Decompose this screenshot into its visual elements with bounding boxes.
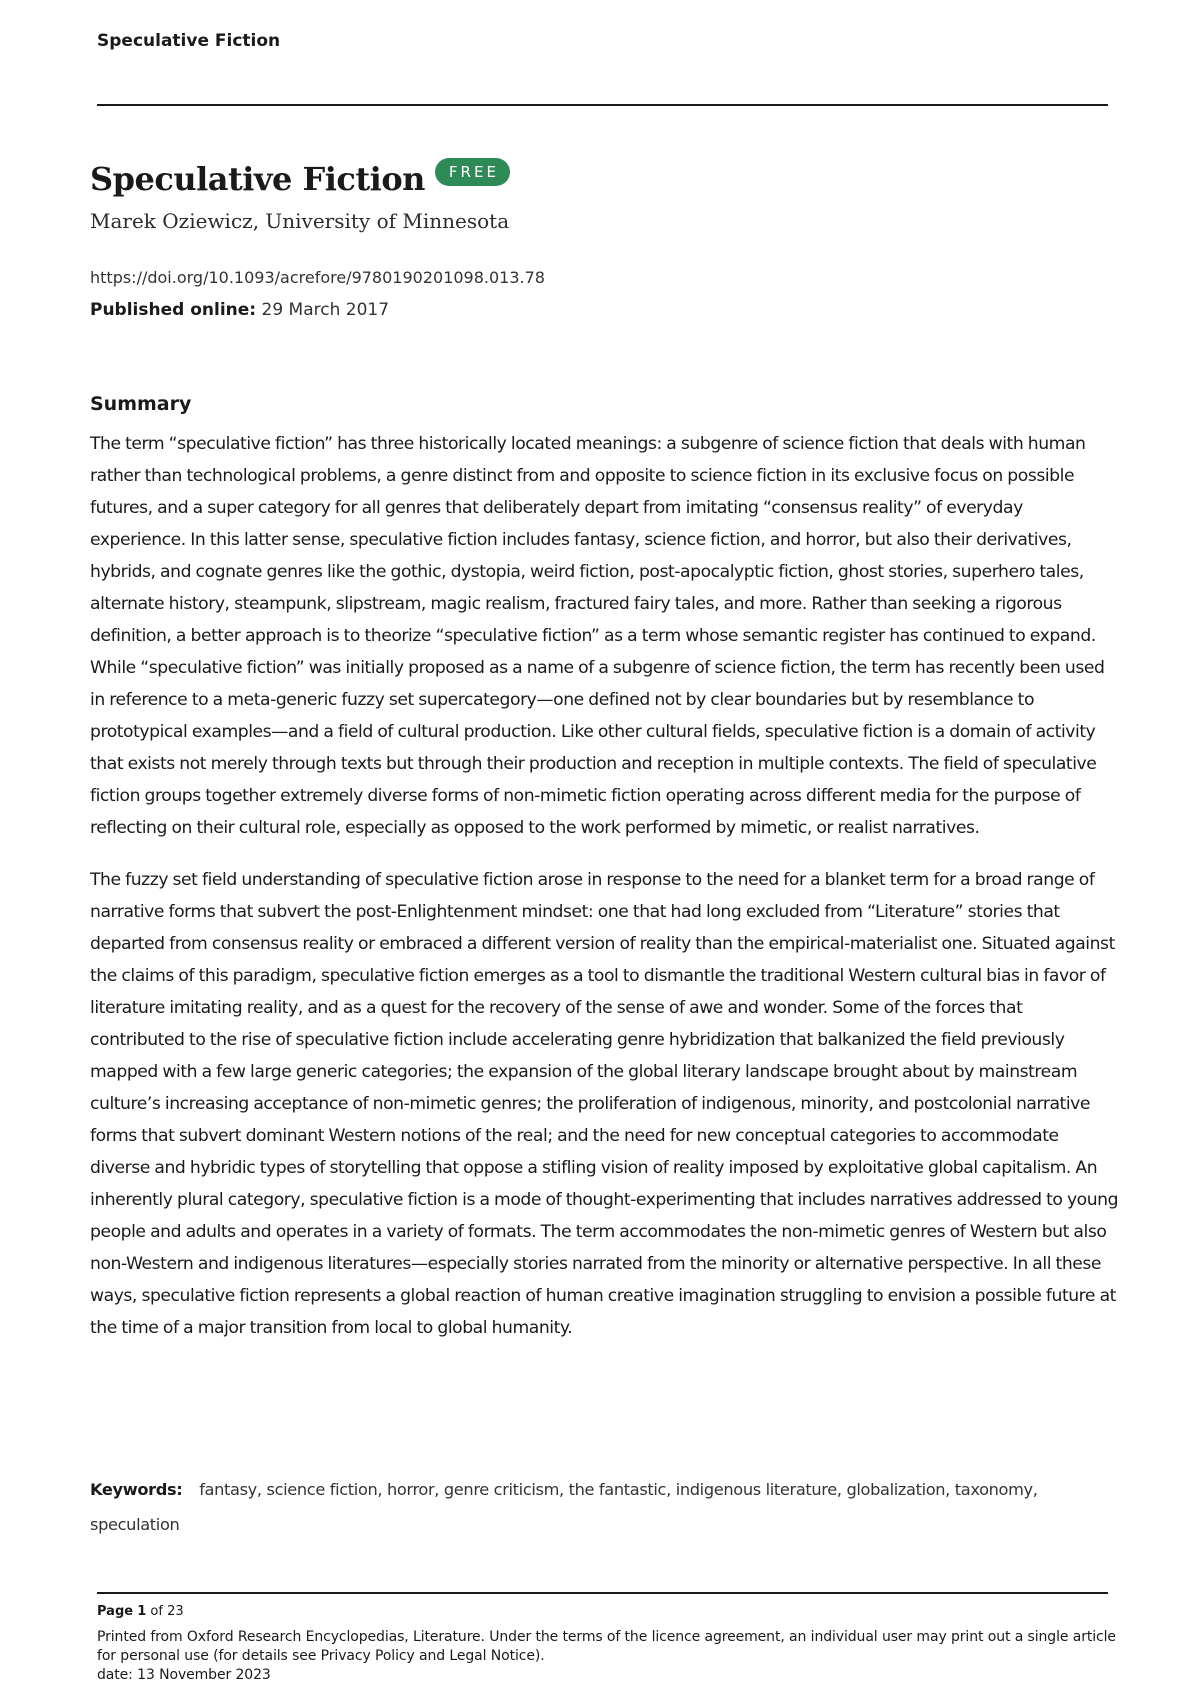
page-total: of 23 — [150, 1604, 184, 1619]
running-header: Speculative Fiction — [97, 31, 281, 51]
doi-link[interactable]: https://doi.org/10.1093/acrefore/9780190201098.013.78 — [90, 268, 545, 287]
page-number — [97, 1604, 184, 1619]
page-label: Page — [97, 1604, 134, 1619]
author-affiliation: Marek Oziewicz, University of Minnesota — [90, 209, 510, 233]
published-online — [90, 300, 389, 320]
summary-heading: Summary — [90, 393, 192, 415]
published-label: Published online: — [90, 300, 257, 320]
keywords — [90, 1472, 1120, 1542]
footer-divider — [97, 1592, 1108, 1594]
summary-paragraph: The term “speculative fiction” has three historically located meanings: a subgenre of science fiction that deals with human rather than technological problems, a genre distinct from and opposite to science fiction in its exclusive focus on possible futures, and a super category for all genres that deliberately depart from imitating “consensus reality” of everyday experience. In this latter sense, speculative fiction includes fantasy, science fiction, and horror, but also their derivatives, hybrids, and cognate genres like the gothic, dystopia, weird fiction, post-apocalyptic fiction, ghost stories, superhero tales, alternate history, steampunk, slipstream, magic realism, fractured fairy tales, and more. Rather than seeking a rigorous definition, a better approach is to theorize “speculative fiction” as a term whose semantic register has continued to expand. While “speculative fiction” was initially proposed as a name of a subgenre of science fiction, the term has recently been used in reference to a meta-generic fuzzy set supercategory—one defined not by clear boundaries but by resemblance to prototypical examples—and a field of cultural production. Like other cultural fields, speculative fiction is a domain of activity that exists not merely through texts but through their production and reception in multiple contexts. The field of speculative fiction groups together extremely diverse forms of non-mimetic fiction operating across different media for the purpose of reflecting on their cultural role, especially as opposed to the work performed by mimetic, or realist narratives. — [90, 434, 1105, 838]
print-date: date: 13 November 2023 — [97, 1667, 271, 1683]
title-row — [90, 160, 510, 198]
print-notice — [97, 1628, 1117, 1685]
free-badge: FREE — [435, 158, 510, 186]
header-divider — [97, 104, 1108, 106]
published-date: 29 March 2017 — [261, 300, 390, 320]
print-notice-text: Printed from Oxford Research Encyclopedias, Literature. Under the terms of the licence agreement, an individual user may print out a single article for personal use (for details see Privacy Policy and Legal Notice). — [97, 1629, 1116, 1664]
summary-paragraph: The fuzzy set field understanding of speculative fiction arose in response to the need for a blanket term for a broad range of narrative forms that subvert the post-Enlightenment mindset: one that had long excluded from “Literature” stories that departed from consensus reality or embraced a different version of reality than the empirical-materialist one. Situated against the claims of this paradigm, speculative fiction emerges as a tool to dismantle the traditional Western cultural bias in favor of literature imitating reality, and as a quest for the recovery of the sense of awe and wonder. Some of the forces that contributed to the rise of speculative fiction include accelerating genre hybridization that balkanized the field previously mapped with a few large generic categories; the expansion of the global literary landscape brought about by mainstream culture’s increasing acceptance of non-mimetic genres; the proliferation of indigenous, minority, and postcolonial narrative forms that subvert dominant Western notions of the real; and the need for new conceptual categories to accommodate diverse and hybridic types of storytelling that oppose a stifling vision of reality imposed by exploitative global capitalism. An inherently plural category, speculative fiction is a mode of thought-experimenting that includes narratives addressed to young people and adults and operates in a variety of formats. The term accommodates the non-mimetic genres of Western but also non-Western and indigenous literatures—especially stories narrated from the minority or alternative perspective. In all these ways, speculative fiction represents a global reaction of human creative imagination struggling to envision a possible future at the time of a major transition from local to global humanity. — [90, 870, 1119, 1338]
keywords-label: Keywords: — [90, 1480, 183, 1499]
keywords-list: fantasy, science fiction, horror, genre criticism, the fantastic, indigenous literature, globalization, taxonomy, speculation — [90, 1480, 1038, 1534]
page-current: 1 — [137, 1604, 147, 1619]
article-title: Speculative Fiction — [90, 160, 425, 198]
summary-body — [90, 428, 1120, 1364]
